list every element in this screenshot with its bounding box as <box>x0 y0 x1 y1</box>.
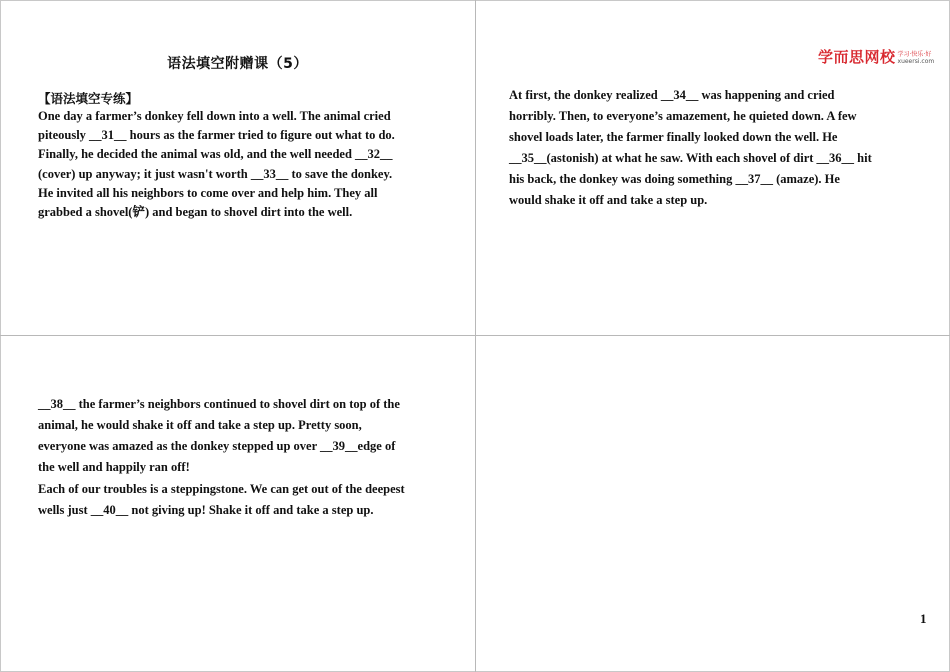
vertical-divider <box>475 0 476 672</box>
logo-side <box>898 51 935 65</box>
page-title: 语法填空附赠课（5） <box>167 56 308 72</box>
page-number: 1 <box>920 611 927 626</box>
logo-wordmark: 学而思网校 <box>818 48 896 66</box>
logo-domain: xueersi.com <box>897 58 935 65</box>
brand-logo <box>818 46 934 67</box>
horizontal-divider <box>0 335 950 336</box>
logo-slogan: 学习·快乐·好 <box>897 51 932 58</box>
paragraph-2: At first, the donkey realized __34__ was happening and cried horribly. Then, to everyone’s amazement, he quieted down. A few shovel loads later, the farmer finally looked down the well. He __35__(astonish) at what he saw. With each shovel of dirt __36__ hit his back, the donkey was doing something __37__ (amaze). He would shake it off and take a step up. <box>509 88 872 207</box>
paragraph-3: __38__ the farmer’s neighbors continued to shovel dirt on top of the animal, he would shake it off and take a step up. Pretty soon, everyone was amazed as the donkey stepped up over __39__edge of the well and happily ran off! <box>38 397 400 474</box>
paragraph-1: One day a farmer’s donkey fell down into a well. The animal cried piteously __31__ hours as the farmer tried to figure out what to do. Finally, he decided the animal was old, and the well needed __32__ (cover) up anyway; it just wasn't worth __33__ to save the donkey. He invited all his neighbors to come over and help him. They all grabbed a shovel(铲) and began to shovel dirt into the well. <box>38 109 395 220</box>
paragraph-4: Each of our troubles is a steppingstone. We can get out of the deepest wells just __40__ not giving up! Shake it off and take a step up. <box>38 482 405 517</box>
section-heading: 【语法填空专练】 <box>38 91 139 106</box>
